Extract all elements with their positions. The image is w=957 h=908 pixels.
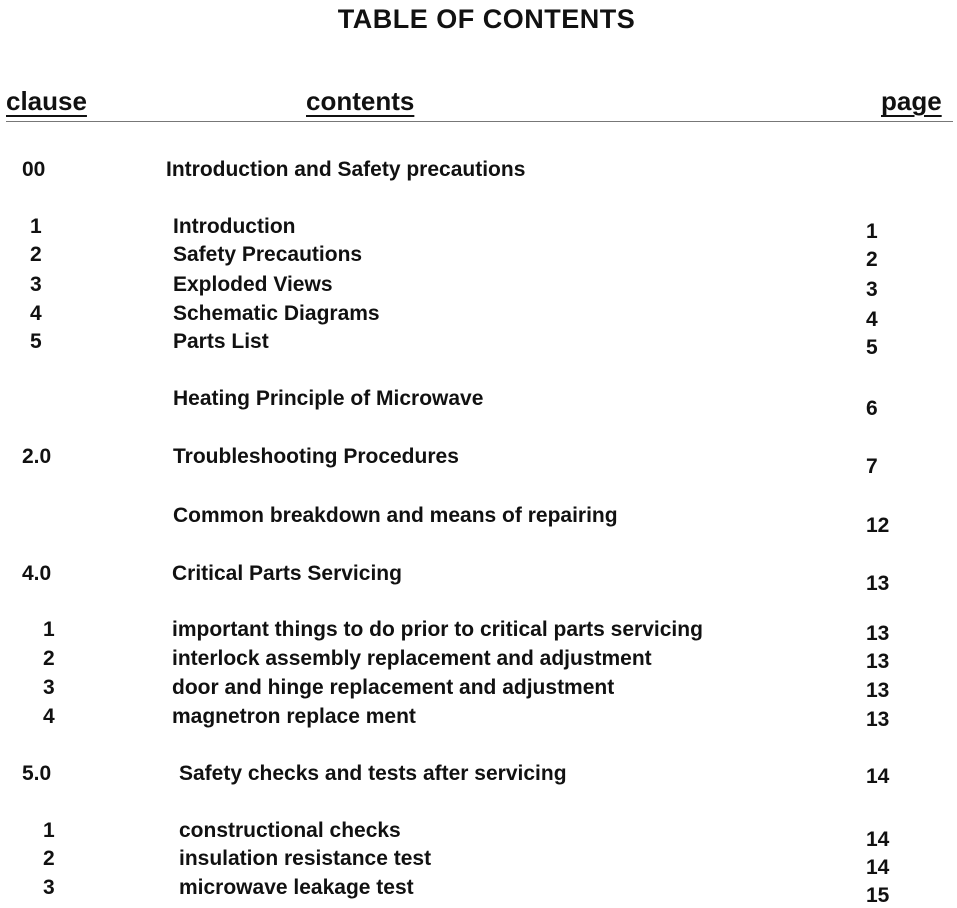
toc-clause: 5 bbox=[30, 330, 42, 353]
toc-clause: 2.0 bbox=[22, 445, 52, 468]
toc-page-number: 3 bbox=[866, 278, 878, 301]
toc-clause: 4 bbox=[30, 302, 42, 325]
toc-entry-title: microwave leakage test bbox=[179, 876, 414, 899]
toc-clause: 3 bbox=[43, 876, 55, 899]
toc-clause: 1 bbox=[43, 618, 55, 641]
column-header-clause: clause bbox=[6, 86, 87, 116]
toc-entry-title: Schematic Diagrams bbox=[173, 302, 380, 325]
toc-clause: 5.0 bbox=[22, 762, 52, 785]
toc-clause: 4.0 bbox=[22, 562, 52, 585]
toc-entry-title: constructional checks bbox=[179, 819, 401, 842]
toc-entry-title: Introduction and Safety precautions bbox=[166, 158, 526, 181]
toc-page-number: 13 bbox=[866, 622, 890, 645]
toc-page-number: 13 bbox=[866, 650, 890, 673]
column-header-page: page bbox=[881, 86, 942, 116]
toc-clause: 2 bbox=[43, 647, 55, 670]
toc-page-number: 1 bbox=[866, 220, 878, 243]
column-header-contents: contents bbox=[306, 86, 415, 116]
toc-clause: 00 bbox=[22, 158, 46, 181]
toc-entry-title: insulation resistance test bbox=[179, 847, 432, 870]
header-underline bbox=[6, 121, 953, 122]
toc-page-number: 4 bbox=[866, 308, 878, 331]
toc-page-number: 14 bbox=[866, 765, 890, 788]
toc-page-number: 14 bbox=[866, 856, 890, 879]
toc-page-number: 2 bbox=[866, 248, 878, 271]
toc-clause: 1 bbox=[43, 819, 55, 842]
toc-entry-title: interlock assembly replacement and adjustment bbox=[172, 647, 652, 670]
toc-entry-title: magnetron replace ment bbox=[172, 705, 416, 728]
toc-entry-title: Safety checks and tests after servicing bbox=[179, 762, 567, 785]
toc-entry-title: Common breakdown and means of repairing bbox=[173, 504, 618, 527]
toc-entry-title: Safety Precautions bbox=[173, 243, 363, 266]
page-title: TABLE OF CONTENTS bbox=[337, 4, 636, 34]
toc-clause: 1 bbox=[30, 215, 42, 238]
toc-entry-title: Heating Principle of Microwave bbox=[173, 387, 484, 410]
toc-page-number: 12 bbox=[866, 514, 890, 537]
toc-clause: 2 bbox=[43, 847, 55, 870]
toc-clause: 3 bbox=[43, 676, 55, 699]
toc-page-number: 5 bbox=[866, 336, 878, 359]
toc-clause: 2 bbox=[30, 243, 42, 266]
toc-page-number: 7 bbox=[866, 455, 878, 478]
toc-page-number: 13 bbox=[866, 708, 890, 731]
toc-entry-title: Exploded Views bbox=[173, 273, 333, 296]
toc-page-number: 13 bbox=[866, 679, 890, 702]
toc-entry-title: Troubleshooting Procedures bbox=[173, 445, 459, 468]
toc-entry-title: Introduction bbox=[173, 215, 296, 238]
toc-page-number: 15 bbox=[866, 884, 890, 907]
toc-clause: 4 bbox=[43, 705, 55, 728]
toc-entry-title: important things to do prior to critical parts servicing bbox=[172, 618, 703, 641]
toc-page-number: 13 bbox=[866, 572, 890, 595]
toc-page-number: 14 bbox=[866, 828, 890, 851]
toc-page-number: 6 bbox=[866, 397, 878, 420]
toc-entry-title: Critical Parts Servicing bbox=[172, 562, 402, 585]
toc-entry-title: door and hinge replacement and adjustment bbox=[172, 676, 615, 699]
toc-clause: 3 bbox=[30, 273, 42, 296]
toc-entry-title: Parts List bbox=[173, 330, 269, 353]
